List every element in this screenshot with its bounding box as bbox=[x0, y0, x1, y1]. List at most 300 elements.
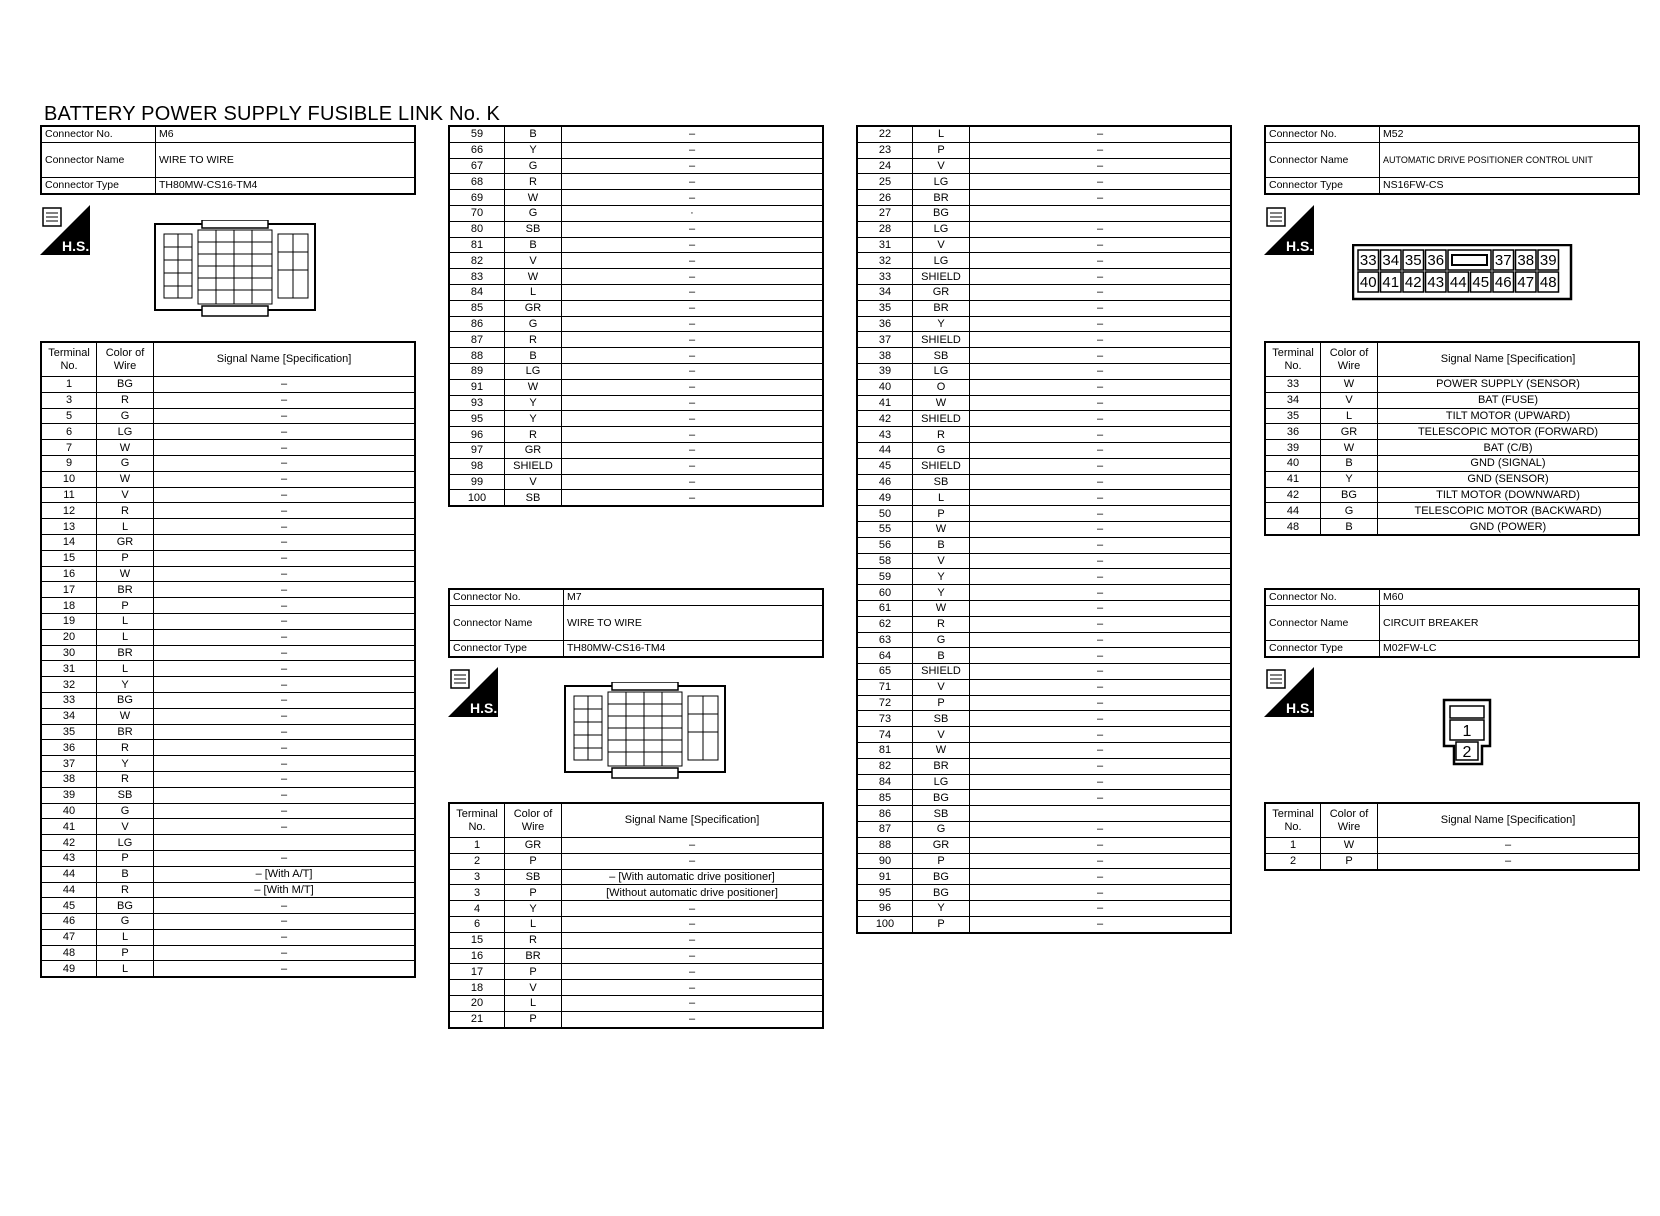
color-cell: Y bbox=[913, 585, 970, 601]
table-row bbox=[857, 506, 1231, 522]
terminal-cell: 60 bbox=[857, 585, 913, 601]
m6-connector-type: TH80MW-CS16-TM4 bbox=[156, 177, 416, 193]
table-row bbox=[857, 332, 1231, 348]
color-cell: W bbox=[1321, 377, 1378, 393]
m7-info-table bbox=[448, 588, 824, 658]
signal-cell: – bbox=[970, 379, 1232, 395]
signal-cell: – bbox=[1378, 838, 1640, 854]
signal-cell: – bbox=[154, 392, 416, 408]
signal-cell: – bbox=[970, 458, 1232, 474]
table-row bbox=[857, 743, 1231, 759]
color-cell: W bbox=[505, 190, 562, 206]
table-row bbox=[41, 708, 415, 724]
color-of-wire-header: Color of Wire bbox=[505, 803, 562, 838]
color-cell: R bbox=[97, 740, 154, 756]
table-row bbox=[449, 916, 823, 932]
terminal-cell: 3 bbox=[449, 869, 505, 885]
color-cell: G bbox=[97, 408, 154, 424]
table-row bbox=[449, 205, 823, 221]
color-cell: P bbox=[505, 1011, 562, 1027]
signal-cell: – bbox=[154, 724, 416, 740]
color-cell: BG bbox=[97, 692, 154, 708]
signal-cell: – bbox=[970, 600, 1232, 616]
signal-cell: – bbox=[970, 521, 1232, 537]
terminal-cell: 13 bbox=[41, 519, 97, 535]
terminal-cell: 95 bbox=[449, 411, 505, 427]
signal-cell: – bbox=[154, 550, 416, 566]
signal-cell: – bbox=[970, 632, 1232, 648]
color-cell: Y bbox=[913, 316, 970, 332]
m7-cont-column bbox=[856, 125, 1232, 934]
m52-pin-label: 48 bbox=[1539, 274, 1557, 291]
connector-name-label: Connector Name bbox=[1265, 142, 1380, 177]
color-cell: V bbox=[97, 487, 154, 503]
table-row bbox=[857, 316, 1231, 332]
signal-cell: GND (SIGNAL) bbox=[1378, 455, 1640, 471]
signal-cell: – bbox=[562, 348, 824, 364]
terminal-cell: 96 bbox=[449, 427, 505, 443]
color-cell: P bbox=[505, 885, 562, 901]
color-cell: GR bbox=[913, 284, 970, 300]
signal-cell: – [With M/T] bbox=[154, 882, 416, 898]
table-row bbox=[41, 392, 415, 408]
terminal-cell: 62 bbox=[857, 616, 913, 632]
terminal-cell: 63 bbox=[857, 632, 913, 648]
terminal-cell: 28 bbox=[857, 221, 913, 237]
signal-cell: – [With automatic drive positioner] bbox=[562, 869, 824, 885]
color-cell: O bbox=[913, 379, 970, 395]
color-cell: L bbox=[97, 629, 154, 645]
terminal-cell: 21 bbox=[449, 1011, 505, 1027]
terminal-cell: 59 bbox=[449, 126, 505, 142]
color-cell: B bbox=[505, 237, 562, 253]
color-cell: P bbox=[505, 853, 562, 869]
m6-column bbox=[40, 125, 416, 195]
table-row bbox=[857, 616, 1231, 632]
svg-text:H.S.: H.S. bbox=[1286, 238, 1314, 254]
signal-cell: – bbox=[970, 664, 1232, 680]
color-cell: G bbox=[97, 455, 154, 471]
hs-icon bbox=[40, 205, 90, 255]
color-cell: W bbox=[97, 566, 154, 582]
signal-cell: – bbox=[562, 964, 824, 980]
signal-cell: – bbox=[154, 598, 416, 614]
table-row bbox=[857, 253, 1231, 269]
m52-connector-no: M52 bbox=[1380, 126, 1640, 142]
table-row bbox=[857, 158, 1231, 174]
color-cell: P bbox=[913, 916, 970, 932]
table-row bbox=[41, 487, 415, 503]
m52-pin-label: 44 bbox=[1449, 274, 1467, 291]
terminal-cell: 27 bbox=[857, 205, 913, 221]
table-row bbox=[449, 885, 823, 901]
terminal-cell: 58 bbox=[857, 553, 913, 569]
signal-cell: – bbox=[154, 503, 416, 519]
m52-column bbox=[1264, 125, 1640, 195]
signal-cell: – bbox=[562, 916, 824, 932]
table-row bbox=[449, 126, 823, 142]
m60-info-table bbox=[1264, 588, 1640, 658]
color-cell: Y bbox=[505, 411, 562, 427]
signal-cell: – bbox=[970, 158, 1232, 174]
signal-cell: – bbox=[562, 995, 824, 1011]
signal-cell: – bbox=[562, 838, 824, 854]
color-cell: G bbox=[505, 316, 562, 332]
signal-cell: – bbox=[154, 803, 416, 819]
table-row bbox=[41, 645, 415, 661]
signal-cell: – bbox=[562, 395, 824, 411]
m60-connector-no: M60 bbox=[1380, 589, 1640, 605]
connector-no-label: Connector No. bbox=[1265, 126, 1380, 142]
terminal-cell: 49 bbox=[857, 490, 913, 506]
signal-cell: – bbox=[562, 174, 824, 190]
signal-cell: – bbox=[970, 316, 1232, 332]
table-row bbox=[449, 901, 823, 917]
terminal-cell: 47 bbox=[41, 929, 97, 945]
svg-text:H.S.: H.S. bbox=[62, 238, 90, 254]
terminal-cell: 24 bbox=[857, 158, 913, 174]
color-cell: P bbox=[97, 550, 154, 566]
table-row bbox=[857, 901, 1231, 917]
table-row bbox=[857, 205, 1231, 221]
terminal-cell: 56 bbox=[857, 537, 913, 553]
m52-pin-label: 33 bbox=[1359, 252, 1377, 269]
table-row bbox=[41, 519, 415, 535]
color-cell: P bbox=[97, 598, 154, 614]
color-cell: BR bbox=[505, 948, 562, 964]
terminal-cell: 48 bbox=[1265, 519, 1321, 535]
color-cell: Y bbox=[505, 901, 562, 917]
color-cell: BG bbox=[913, 205, 970, 221]
terminal-cell: 39 bbox=[857, 363, 913, 379]
table-row bbox=[449, 190, 823, 206]
m6-info-table bbox=[40, 125, 416, 195]
terminal-cell: 49 bbox=[41, 961, 97, 977]
table-row bbox=[857, 142, 1231, 158]
signal-cell: – bbox=[562, 221, 824, 237]
table-row bbox=[41, 882, 415, 898]
color-cell: Y bbox=[97, 677, 154, 693]
terminal-cell: 43 bbox=[41, 850, 97, 866]
color-cell: BG bbox=[913, 869, 970, 885]
signal-cell: – bbox=[562, 126, 824, 142]
table-row bbox=[449, 174, 823, 190]
color-cell: V bbox=[913, 553, 970, 569]
signal-cell: – bbox=[970, 648, 1232, 664]
signal-cell: – bbox=[970, 253, 1232, 269]
table-row bbox=[449, 300, 823, 316]
signal-cell: – bbox=[970, 774, 1232, 790]
terminal-cell: 12 bbox=[41, 503, 97, 519]
table-row bbox=[41, 534, 415, 550]
table-row bbox=[1265, 408, 1639, 424]
connector-name-label: Connector Name bbox=[41, 142, 156, 177]
color-cell: SB bbox=[505, 221, 562, 237]
m7-column bbox=[448, 588, 824, 658]
terminal-cell: 83 bbox=[449, 269, 505, 285]
color-cell: LG bbox=[913, 221, 970, 237]
color-cell: LG bbox=[97, 424, 154, 440]
table-row bbox=[41, 929, 415, 945]
m52-key-mark bbox=[1452, 255, 1487, 265]
connector-no-label: Connector No. bbox=[1265, 589, 1380, 605]
table-row bbox=[41, 550, 415, 566]
color-cell: G bbox=[97, 803, 154, 819]
color-cell: BG bbox=[913, 790, 970, 806]
terminal-cell: 55 bbox=[857, 521, 913, 537]
color-cell: B bbox=[913, 537, 970, 553]
signal-cell: – bbox=[970, 869, 1232, 885]
terminal-cell: 42 bbox=[1265, 487, 1321, 503]
terminal-cell: 44 bbox=[857, 442, 913, 458]
terminal-cell: 64 bbox=[857, 648, 913, 664]
signal-cell: – bbox=[970, 616, 1232, 632]
color-cell: L bbox=[97, 519, 154, 535]
color-cell: SB bbox=[505, 869, 562, 885]
color-cell: L bbox=[97, 661, 154, 677]
m7-connector-type: TH80MW-CS16-TM4 bbox=[564, 640, 824, 656]
terminal-cell: 44 bbox=[41, 866, 97, 882]
color-cell: W bbox=[97, 440, 154, 456]
signal-cell: – bbox=[154, 566, 416, 582]
table-row bbox=[41, 945, 415, 961]
terminal-cell: 61 bbox=[857, 600, 913, 616]
color-cell: SB bbox=[505, 490, 562, 506]
signal-cell: – bbox=[970, 300, 1232, 316]
color-cell: P bbox=[97, 850, 154, 866]
table-row bbox=[41, 866, 415, 882]
terminal-cell: 46 bbox=[41, 914, 97, 930]
color-of-wire-header: Color of Wire bbox=[97, 342, 154, 377]
color-cell: V bbox=[913, 237, 970, 253]
table-row bbox=[857, 869, 1231, 885]
terminal-cell: 44 bbox=[1265, 503, 1321, 519]
signal-cell: – bbox=[154, 455, 416, 471]
terminal-cell: 42 bbox=[41, 835, 97, 851]
table-row bbox=[449, 142, 823, 158]
color-cell: BR bbox=[97, 724, 154, 740]
terminal-cell: 36 bbox=[857, 316, 913, 332]
table-row bbox=[857, 837, 1231, 853]
m6-col1 bbox=[40, 341, 416, 978]
terminal-cell: 7 bbox=[41, 440, 97, 456]
terminal-cell: 35 bbox=[857, 300, 913, 316]
table-row bbox=[1265, 838, 1639, 854]
color-cell: Y bbox=[505, 142, 562, 158]
table-row bbox=[857, 790, 1231, 806]
table-row bbox=[41, 424, 415, 440]
m52-pin-label: 36 bbox=[1427, 252, 1445, 269]
signal-cell: BAT (C/B) bbox=[1378, 440, 1640, 456]
m7-col2 bbox=[448, 802, 824, 1029]
terminal-cell: 38 bbox=[857, 348, 913, 364]
table-row bbox=[857, 664, 1231, 680]
m52-pin-table bbox=[1264, 341, 1640, 536]
table-row bbox=[857, 569, 1231, 585]
table-row bbox=[857, 474, 1231, 490]
color-cell: SB bbox=[97, 787, 154, 803]
table-row bbox=[857, 300, 1231, 316]
terminal-cell: 6 bbox=[41, 424, 97, 440]
signal-cell: – bbox=[970, 237, 1232, 253]
color-cell: L bbox=[97, 961, 154, 977]
color-cell: G bbox=[913, 442, 970, 458]
terminal-cell: 38 bbox=[41, 771, 97, 787]
signal-cell: – bbox=[154, 471, 416, 487]
color-cell: Y bbox=[913, 901, 970, 917]
terminal-cell: 36 bbox=[1265, 424, 1321, 440]
signal-cell: [Without automatic drive positioner] bbox=[562, 885, 824, 901]
signal-cell: – bbox=[970, 427, 1232, 443]
terminal-cell: 34 bbox=[1265, 392, 1321, 408]
signal-cell: – bbox=[970, 679, 1232, 695]
color-cell: W bbox=[97, 471, 154, 487]
terminal-cell: 69 bbox=[449, 190, 505, 206]
table-row bbox=[857, 679, 1231, 695]
terminal-cell: 96 bbox=[857, 901, 913, 917]
table-row bbox=[41, 629, 415, 645]
table-row bbox=[449, 869, 823, 885]
m60-column bbox=[1264, 588, 1640, 658]
table-row bbox=[449, 269, 823, 285]
signal-cell: – bbox=[970, 174, 1232, 190]
signal-cell: – bbox=[1378, 853, 1640, 869]
color-cell: W bbox=[1321, 440, 1378, 456]
color-cell: SHIELD bbox=[913, 458, 970, 474]
signal-cell: – bbox=[970, 853, 1232, 869]
signal-cell: – bbox=[562, 237, 824, 253]
m60-pin-2-label: 2 bbox=[1462, 744, 1472, 761]
terminal-cell: 41 bbox=[1265, 471, 1321, 487]
terminal-cell: 45 bbox=[41, 898, 97, 914]
color-cell: BG bbox=[97, 898, 154, 914]
terminal-cell: 85 bbox=[449, 300, 505, 316]
signal-cell: – bbox=[154, 661, 416, 677]
terminal-cell: 82 bbox=[857, 758, 913, 774]
table-row bbox=[857, 916, 1231, 932]
signal-cell: – bbox=[970, 363, 1232, 379]
color-cell: R bbox=[505, 427, 562, 443]
color-cell: LG bbox=[913, 774, 970, 790]
table-row bbox=[857, 363, 1231, 379]
terminal-cell: 32 bbox=[41, 677, 97, 693]
m52-pin-label: 41 bbox=[1382, 274, 1400, 291]
terminal-cell: 67 bbox=[449, 158, 505, 174]
signal-cell: – bbox=[154, 898, 416, 914]
table-row bbox=[1265, 424, 1639, 440]
table-row bbox=[857, 711, 1231, 727]
color-cell: V bbox=[1321, 392, 1378, 408]
color-cell: LG bbox=[913, 253, 970, 269]
table-row bbox=[449, 932, 823, 948]
m6-connector-name: WIRE TO WIRE bbox=[156, 142, 416, 177]
terminal-cell: 11 bbox=[41, 487, 97, 503]
table-row bbox=[449, 363, 823, 379]
color-cell: Y bbox=[505, 395, 562, 411]
signal-cell: – bbox=[970, 711, 1232, 727]
table-row bbox=[449, 490, 823, 506]
table-row bbox=[857, 806, 1231, 822]
terminal-cell: 26 bbox=[857, 190, 913, 206]
signal-cell: – bbox=[154, 613, 416, 629]
table-row bbox=[857, 600, 1231, 616]
signal-cell: – bbox=[154, 377, 416, 393]
color-cell: L bbox=[1321, 408, 1378, 424]
color-cell: GR bbox=[505, 838, 562, 854]
signal-cell: – bbox=[562, 948, 824, 964]
table-row bbox=[41, 835, 415, 851]
table-row bbox=[857, 853, 1231, 869]
color-cell: BG bbox=[913, 885, 970, 901]
color-cell: R bbox=[505, 174, 562, 190]
terminal-cell: 46 bbox=[857, 474, 913, 490]
color-cell: G bbox=[505, 205, 562, 221]
signal-cell: – bbox=[970, 142, 1232, 158]
m6-connector-no: M6 bbox=[156, 126, 416, 142]
color-cell: V bbox=[97, 819, 154, 835]
table-row bbox=[449, 995, 823, 1011]
terminal-cell: 41 bbox=[41, 819, 97, 835]
signal-cell: – bbox=[970, 916, 1232, 932]
signal-cell: – bbox=[154, 534, 416, 550]
m52-pin-label: 37 bbox=[1494, 252, 1512, 269]
connector-name-label: Connector Name bbox=[1265, 605, 1380, 640]
color-cell: Y bbox=[97, 756, 154, 772]
signal-cell: – bbox=[970, 395, 1232, 411]
table-row bbox=[857, 174, 1231, 190]
signal-cell: – bbox=[562, 853, 824, 869]
color-cell: SHIELD bbox=[913, 664, 970, 680]
signal-cell: – bbox=[970, 837, 1232, 853]
hs-icon bbox=[448, 667, 498, 717]
terminal-cell: 68 bbox=[449, 174, 505, 190]
signal-cell: GND (POWER) bbox=[1378, 519, 1640, 535]
terminal-cell: 90 bbox=[857, 853, 913, 869]
terminal-cell: 82 bbox=[449, 253, 505, 269]
terminal-cell: 22 bbox=[857, 126, 913, 142]
color-cell: L bbox=[97, 929, 154, 945]
color-cell: G bbox=[505, 158, 562, 174]
signal-cell: – bbox=[562, 379, 824, 395]
m60-connector-type: M02FW-LC bbox=[1380, 640, 1640, 656]
terminal-no-header: Terminal No. bbox=[1265, 803, 1321, 838]
table-row bbox=[449, 221, 823, 237]
table-row bbox=[857, 190, 1231, 206]
table-row bbox=[449, 284, 823, 300]
terminal-cell: 66 bbox=[449, 142, 505, 158]
signal-cell: – bbox=[154, 440, 416, 456]
signal-cell: – bbox=[562, 300, 824, 316]
color-cell: L bbox=[505, 995, 562, 1011]
signal-cell: TILT MOTOR (DOWNWARD) bbox=[1378, 487, 1640, 503]
table-row bbox=[41, 677, 415, 693]
table-row bbox=[857, 885, 1231, 901]
signal-cell: – bbox=[562, 442, 824, 458]
terminal-cell: 59 bbox=[857, 569, 913, 585]
signal-cell: – bbox=[970, 348, 1232, 364]
terminal-cell: 35 bbox=[41, 724, 97, 740]
terminal-cell: 9 bbox=[41, 455, 97, 471]
terminal-cell: 15 bbox=[41, 550, 97, 566]
table-row bbox=[857, 284, 1231, 300]
connector-no-label: Connector No. bbox=[41, 126, 156, 142]
m7-connector-name: WIRE TO WIRE bbox=[564, 605, 824, 640]
signal-cell: BAT (FUSE) bbox=[1378, 392, 1640, 408]
connector-name-label: Connector Name bbox=[449, 605, 564, 640]
color-of-wire-header: Color of Wire bbox=[1321, 803, 1378, 838]
terminal-cell: 85 bbox=[857, 790, 913, 806]
m52-pin-label: 39 bbox=[1539, 252, 1557, 269]
